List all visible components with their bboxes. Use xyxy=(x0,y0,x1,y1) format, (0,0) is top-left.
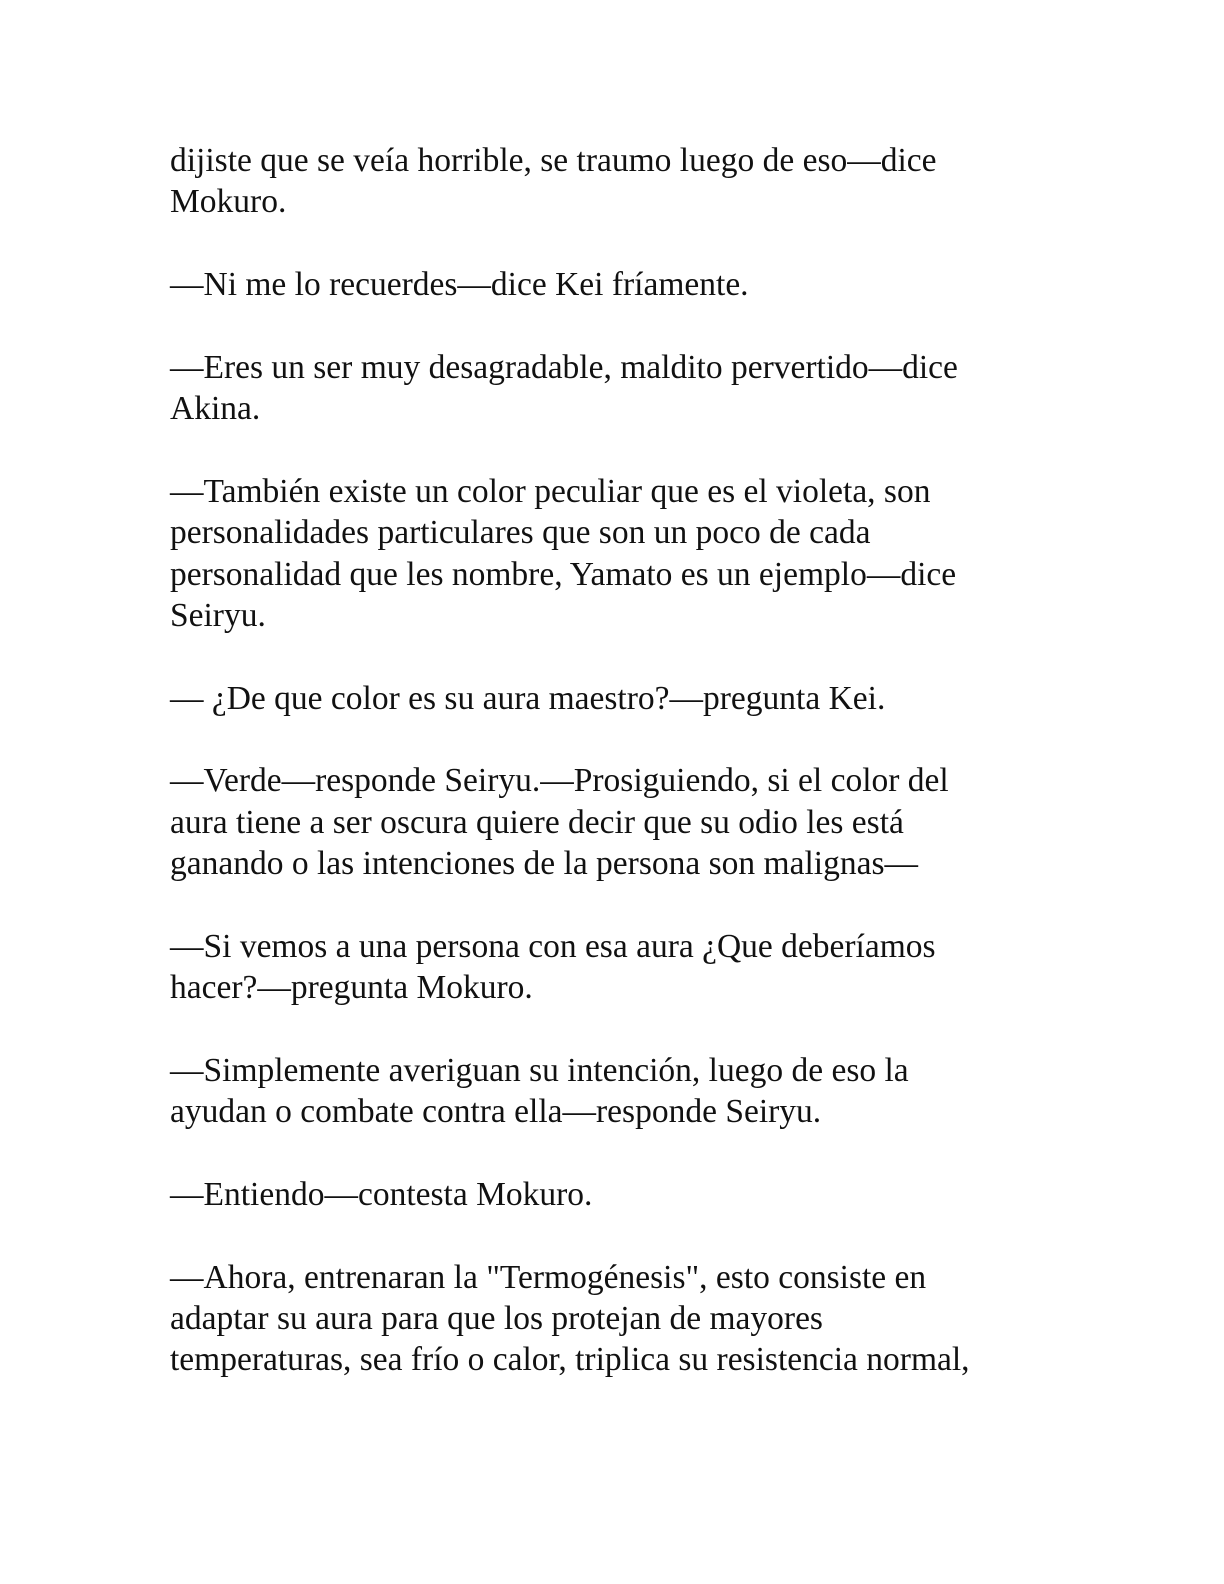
paragraph xyxy=(170,347,1040,430)
text-line: —Eres un ser muy desagradable, maldito pervertido—dice xyxy=(170,348,958,386)
paragraph xyxy=(170,264,1040,305)
paragraph xyxy=(170,1257,1040,1381)
paragraph xyxy=(170,140,1040,223)
text-line: ganando o las intenciones de la persona son malignas— xyxy=(170,845,918,883)
text-line: Seiryu. xyxy=(170,596,266,634)
text-line: —Ahora, entrenaran la "Termogénesis", esto consiste en xyxy=(170,1258,927,1296)
body-text xyxy=(170,140,1040,1422)
paragraph xyxy=(170,1050,1040,1133)
text-line: —Entiendo—contesta Mokuro. xyxy=(170,1176,593,1214)
paragraph xyxy=(170,471,1040,636)
text-line: hacer?—pregunta Mokuro. xyxy=(170,969,533,1007)
paragraph xyxy=(170,926,1040,1009)
text-line: Akina. xyxy=(170,390,261,428)
paragraph xyxy=(170,760,1040,884)
paragraph xyxy=(170,678,1040,719)
text-line: Mokuro. xyxy=(170,183,287,221)
text-line: —Simplemente averiguan su intención, luego de eso la xyxy=(170,1051,909,1089)
text-line: —También existe un color peculiar que es el violeta, son xyxy=(170,472,931,510)
text-line: dijiste que se veía horrible, se traumo luego de eso—dice xyxy=(170,142,937,179)
text-line: ayudan o combate contra ella—responde Seiryu. xyxy=(170,1093,822,1131)
text-line: personalidad que les nombre, Yamato es un ejemplo—dice xyxy=(170,555,957,593)
text-line: personalidades particulares que son un poco de cada xyxy=(170,514,871,552)
text-line: —Si vemos a una persona con esa aura ¿Que deberíamos xyxy=(170,927,936,965)
text-line: aura tiene a ser oscura quiere decir que su odio les está xyxy=(170,803,904,841)
text-line: temperaturas, sea frío o calor, triplica su resistencia normal, xyxy=(170,1341,970,1379)
text-line: adaptar su aura para que los protejan de mayores xyxy=(170,1300,823,1338)
text-line: — ¿De que color es su aura maestro?—pregunta Kei. xyxy=(170,679,886,717)
text-line: —Verde—responde Seiryu.—Prosiguiendo, si el color del xyxy=(170,762,949,800)
paragraph xyxy=(170,1174,1040,1215)
text-line: —Ni me lo recuerdes—dice Kei fríamente. xyxy=(170,266,749,304)
